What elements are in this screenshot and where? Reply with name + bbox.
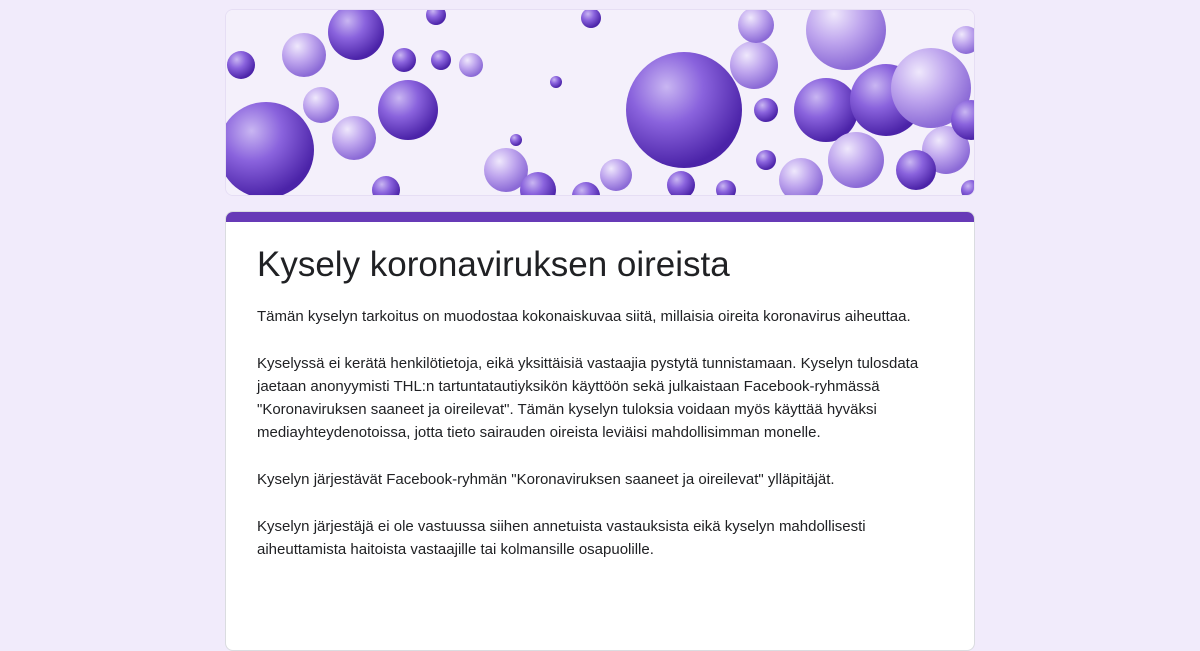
form-description — [257, 305, 947, 585]
description-paragraph: Kyselyssä ei kerätä henkilötietoja, eikä yksittäisiä vastaajia pystytä tunnistamaan. Kyselyn tulosdata jaetaan anonyymisti THL:n tartuntatautiyksikön käyttöön sekä julkaistaan Facebook-ryhmässä "Koronaviruksen saaneet ja oireilevat". Tämän kyselyn tuloksia voidaan myös käyttää hyväksi mediayhteydenotoissa, jotta tieto sairauden oireista leviäisi mahdollisimman monelle. — [257, 355, 919, 441]
description-paragraph: Kyselyn järjestävät Facebook-ryhmän "Koronaviruksen saaneet ja oireilevat" ylläpitäjät. — [257, 471, 835, 488]
theme-accent-bar — [226, 212, 974, 222]
form-header-card — [225, 211, 975, 651]
description-paragraph: Kyselyn järjestäjä ei ole vastuussa siihen annetuista vastauksista eikä kyselyn mahdollisesti aiheuttamista haitoista vastaajille tai kolmansille osapuolille. — [257, 518, 866, 558]
header-banner-image — [225, 9, 975, 196]
description-paragraph: Tämän kyselyn tarkoitus on muodostaa kokonaiskuvaa siitä, millaisia oireita koronavirus aiheuttaa. — [257, 308, 911, 325]
form-title: Kysely koronaviruksen oireista — [257, 245, 730, 284]
